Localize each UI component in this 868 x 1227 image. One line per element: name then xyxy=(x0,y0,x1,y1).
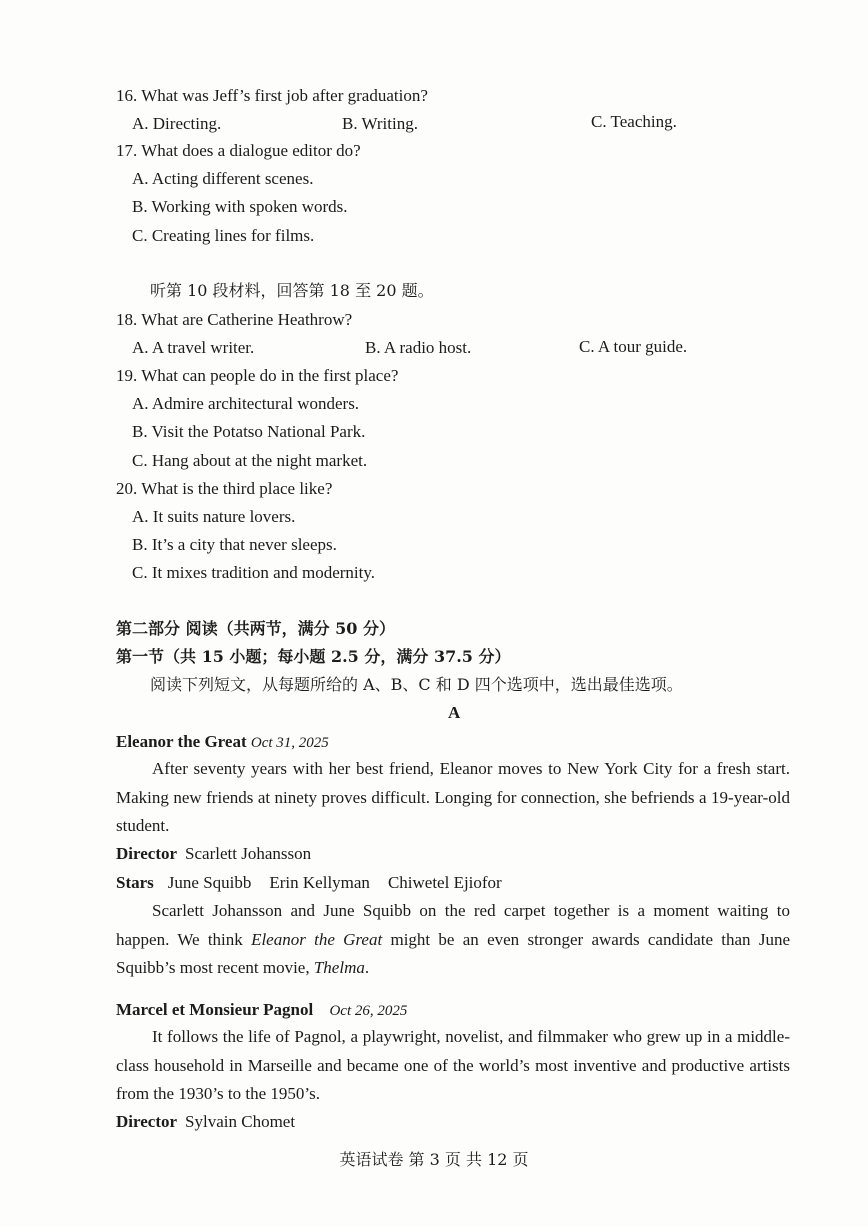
star-name: June Squibb xyxy=(167,873,252,892)
movie-1-title: Eleanor the Great xyxy=(116,732,247,751)
question-19-option-a: A. Admire architectural wonders. xyxy=(132,394,360,413)
reading-instruction: 阅读下列短文，从每题所给的 A、B、C 和 D 四个选项中，选出最佳选项。 xyxy=(150,675,683,694)
star-name: Chiwetel Ejiofor xyxy=(387,873,502,892)
question-20-option-a: A. It suits nature lovers. xyxy=(132,507,296,526)
movie-2-director: Sylvain Chomet xyxy=(185,1112,296,1131)
question-17-option-c: C. Creating lines for films. xyxy=(132,226,315,245)
movie-2-summary: It follows the life of Pagnol, a playwright, novelist, and filmmaker who grew up in a middle-class household in Marseille and became one of the world’s most inventive and productive artists from the 1930’s to the 1950’s. xyxy=(116,1027,790,1103)
page-footer: 英语试卷 第 3 页 共 12 页 xyxy=(339,1150,529,1169)
question-16-option-c: C. Teaching. xyxy=(591,112,677,131)
movie-2-director-line xyxy=(116,1111,295,1133)
question-16-option-a: A. Directing. xyxy=(132,114,222,133)
question-19-option-b: B. Visit the Potatso National Park. xyxy=(132,422,366,441)
question-18-stem: 18. What are Catherine Heathrow? xyxy=(116,310,353,329)
reading-part-title: 第二部分 阅读（共两节，满分 50 分） xyxy=(116,619,395,638)
question-16-option-b: B. Writing. xyxy=(342,114,418,133)
question-20-option-b: B. It’s a city that never sleeps. xyxy=(132,535,337,554)
listening-instruction: 听第 10 段材料，回答第 18 至 20 题。 xyxy=(150,281,434,300)
question-20-option-c: C. It mixes tradition and modernity. xyxy=(132,563,375,582)
question-19-option-c: C. Hang about at the night market. xyxy=(132,451,368,470)
question-18-option-c: C. A tour guide. xyxy=(579,337,688,356)
star-name: Erin Kellyman xyxy=(269,873,370,892)
movie-1-director: Scarlett Johansson xyxy=(185,844,312,863)
movie-1-date: Oct 31, 2025 xyxy=(250,735,329,751)
director-label: Director xyxy=(116,844,178,863)
movie-2-date: Oct 26, 2025 xyxy=(329,1003,408,1019)
movie-2-heading xyxy=(116,999,407,1022)
question-17-option-a: A. Acting different scenes. xyxy=(132,169,314,188)
movie-1-director-line xyxy=(116,843,311,865)
movie-1-review: Scarlett Johansson and June Squibb on the red carpet together is a moment waiting to happen. We think Eleanor the Great might be an even stronger awards candidate than June Squibb’s most recent movie, Thelma. xyxy=(116,901,790,977)
passage-label: A xyxy=(448,703,461,722)
stars-label: Stars xyxy=(116,873,154,892)
director-label: Director xyxy=(116,1112,178,1131)
movie-1-summary: After seventy years with her best friend, Eleanor moves to New York City for a fresh start. Making new friends at ninety proves difficult. Longing for connection, she befriends a 19-year-old student. xyxy=(116,759,790,835)
question-19-stem: 19. What can people do in the first place? xyxy=(116,366,399,385)
movie-1-stars-line xyxy=(116,872,520,894)
movie-1-heading xyxy=(116,731,329,754)
question-17-option-b: B. Working with spoken words. xyxy=(132,197,348,216)
question-18-option-b: B. A radio host. xyxy=(365,338,472,357)
question-20-stem: 20. What is the third place like? xyxy=(116,479,333,498)
reading-section-title: 第一节（共 15 小题；每小题 2.5 分，满分 37.5 分） xyxy=(116,647,511,666)
question-16-stem: 16. What was Jeff’s first job after graduation? xyxy=(116,86,428,105)
question-17-stem: 17. What does a dialogue editor do? xyxy=(116,141,361,160)
question-18-option-a: A. A travel writer. xyxy=(132,338,255,357)
movie-2-title: Marcel et Monsieur Pagnol xyxy=(116,1000,314,1019)
